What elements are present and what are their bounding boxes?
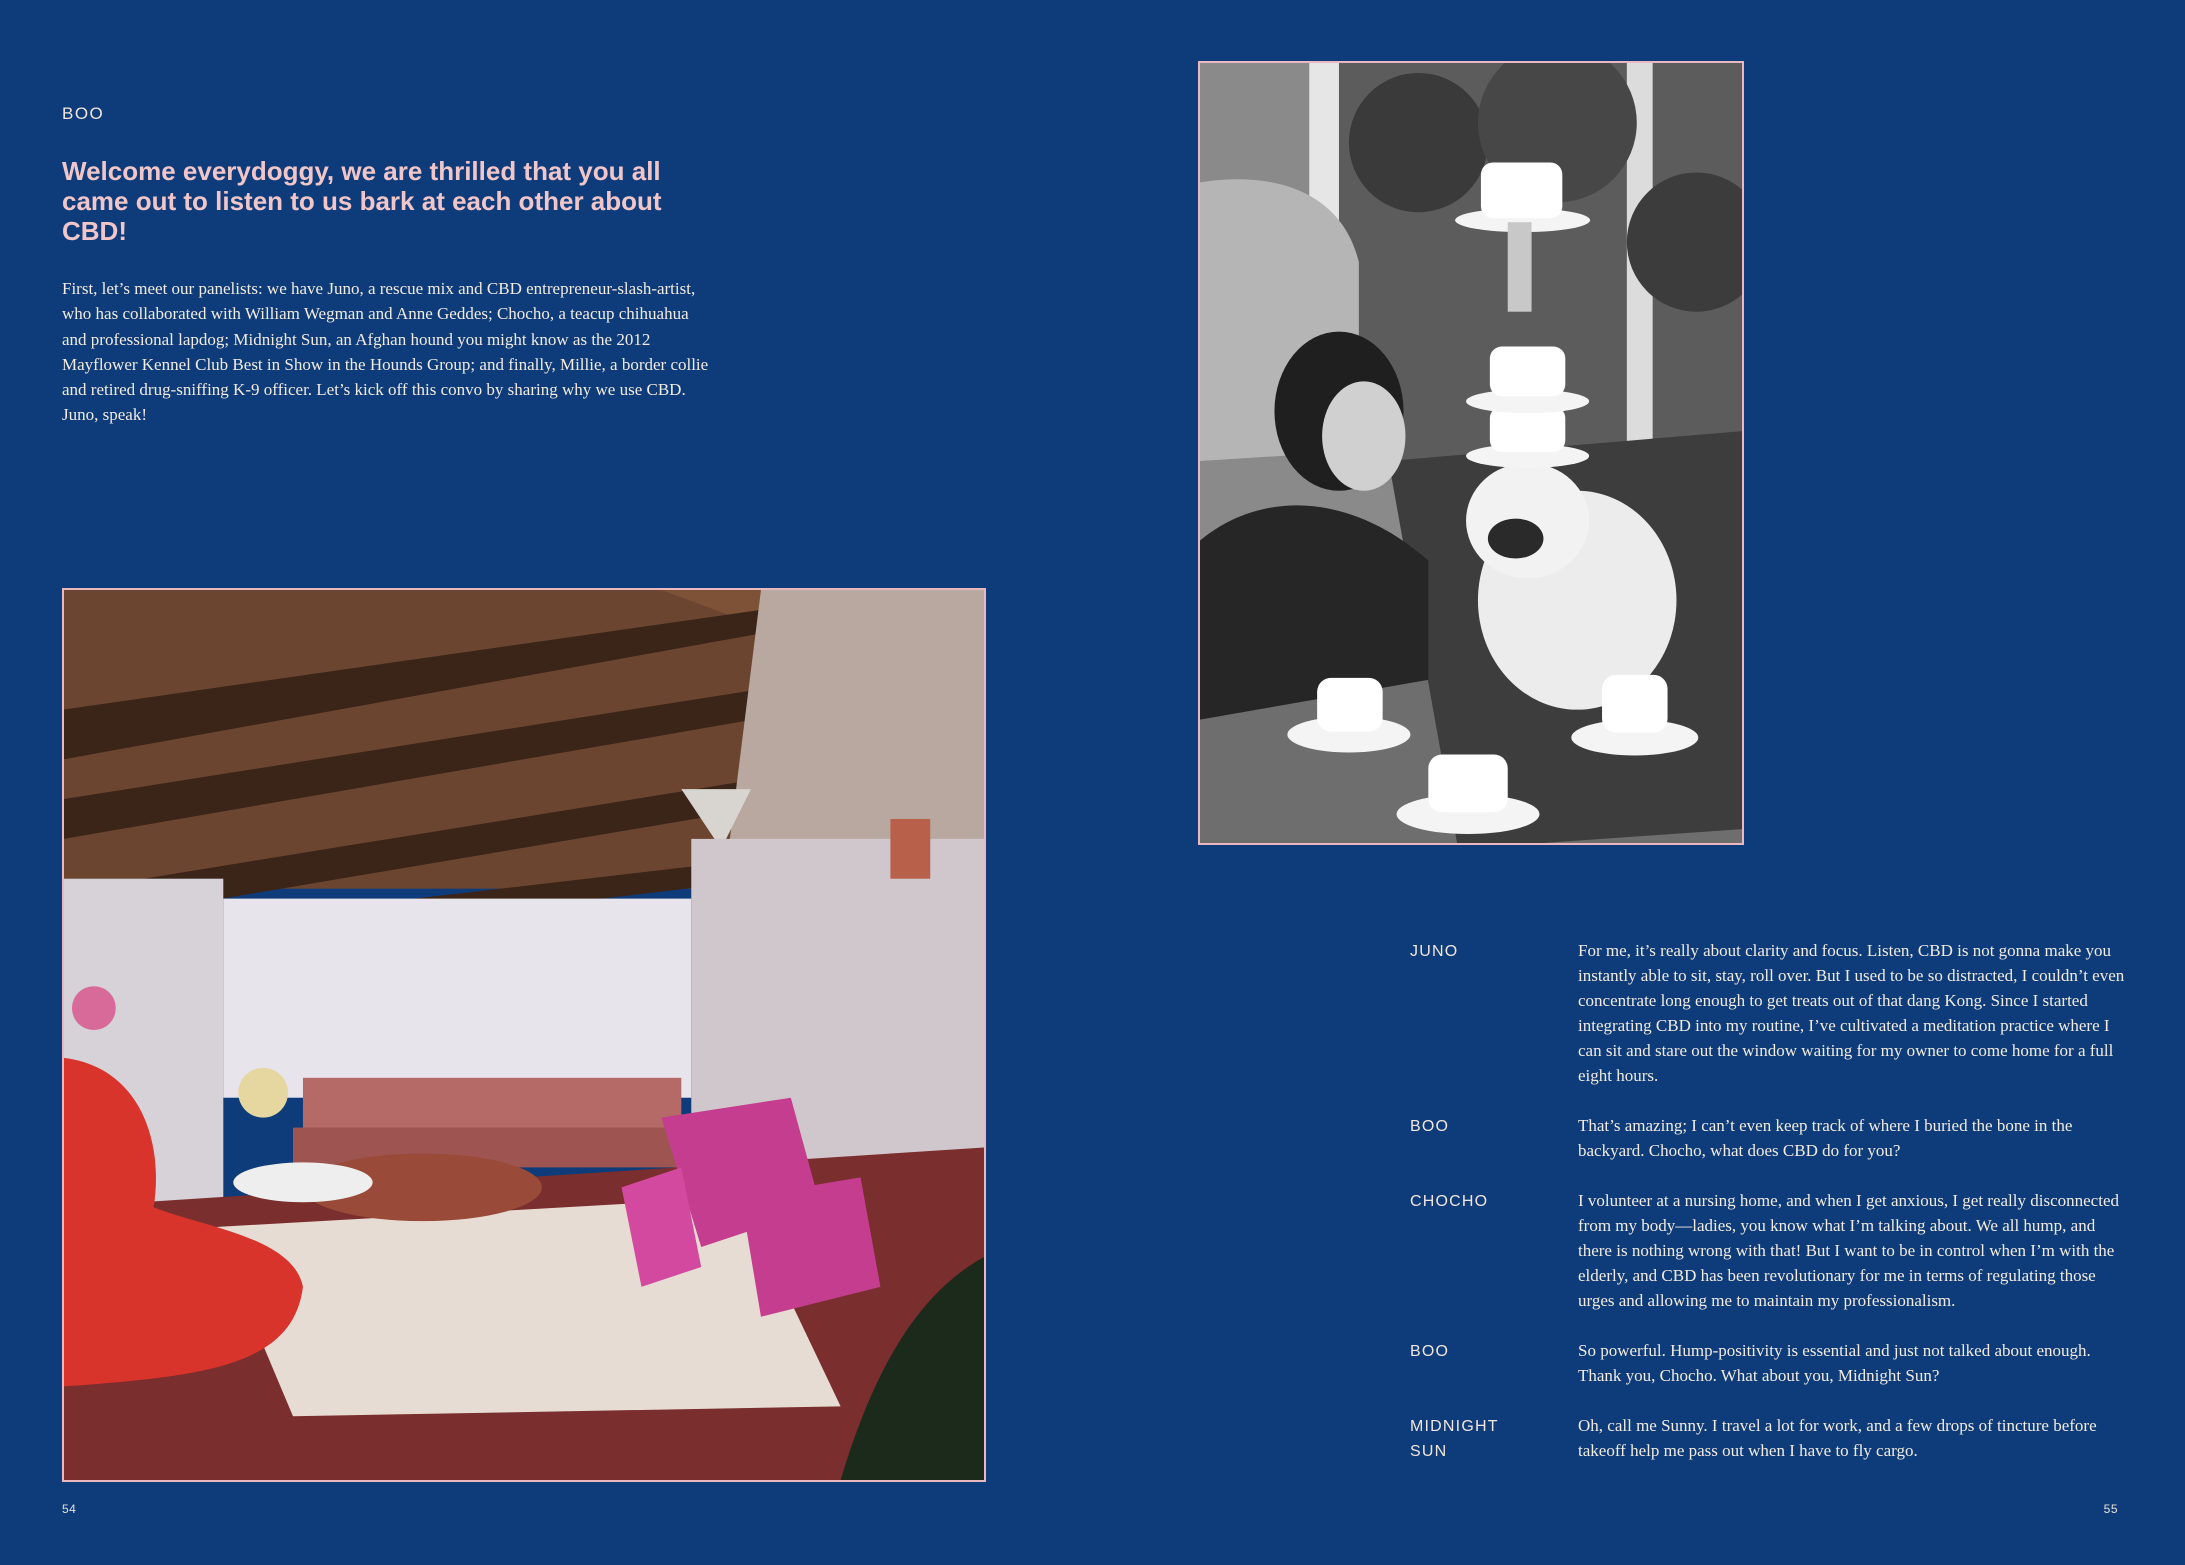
speaker-line: I volunteer at a nursing home, and when I get anxious, I get really disconnected from my body—ladies, you know what I’m talking about. We all hump, and there is nothing wrong with that! But I want to be in control when I’m with the elderly, and CBD has been revolutionary for me in terms of regulating those urges and allowing me to maintain my professionalism.: [1578, 1191, 2119, 1310]
intro-paragraph: First, let’s meet our panelists: we have Juno, a rescue mix and CBD entrepreneur-slash-artist, who has collaborated with William Wegman and Anne Geddes; Chocho, a teacup chihuahua and professional lapdog; Midnight Sun, an Afghan hound you might know as the 2012 Mayflower Kennel Club Best in Show in the Hounds Group; and finally, Millie, a border collie and retired drug-sniffing K-9 officer. Let’s kick off this convo by sharing why we use CBD. Juno, speak!: [62, 279, 709, 425]
speaker-label: BOO: [1410, 1343, 1450, 1360]
dialogue-turn: [1410, 1113, 2130, 1163]
speaker-label: BOO: [1410, 1118, 1450, 1135]
speaker-line: For me, it’s really about clarity and focus. Listen, CBD is not gonna make you instantly able to sit, stay, roll over. But I used to be so distracted, I couldn’t even concentrate long enough to get treats out of that dang Kong. Since I started integrating CBD into my routine, I’ve cultivated a meditation practice where I can sit and stare out the window waiting for my owner to come home for a full eight hours.: [1578, 941, 2125, 1085]
speaker-label-boo: BOO: [62, 104, 105, 123]
dialogue-turn: [1410, 1413, 2130, 1464]
speaker-line: That’s amazing; I can’t even keep track of where I buried the bone in the backyard. Chocho, what does CBD do for you?: [1578, 1116, 2073, 1160]
speaker-label: MIDNIGHT SUN: [1410, 1418, 1499, 1460]
speaker-line: So powerful. Hump-positivity is essential and just not talked about enough. Thank you, Chocho. What about you, Midnight Sun?: [1578, 1341, 2091, 1385]
speaker-line: Oh, call me Sunny. I travel a lot for work, and a few drops of tincture before takeoff help me pass out when I have to fly cargo.: [1578, 1416, 2097, 1460]
page-number-left: 54: [62, 1502, 77, 1516]
bulldog-teacups-photo: [1198, 61, 1744, 845]
dialogue-turn: [1410, 938, 2130, 1088]
dialogue-turn: [1410, 1188, 2130, 1313]
speaker-label: CHOCHO: [1410, 1193, 1489, 1210]
speaker-label: JUNO: [1410, 943, 1459, 960]
page-number-right: 55: [2103, 1502, 2118, 1516]
living-room-photo: [62, 588, 986, 1482]
panel-dialogue: [1410, 938, 2130, 1489]
headline: Welcome everydoggy, we are thrilled that you all came out to listen to us bark at each other about CBD!: [62, 156, 662, 246]
dialogue-turn: [1410, 1338, 2130, 1388]
